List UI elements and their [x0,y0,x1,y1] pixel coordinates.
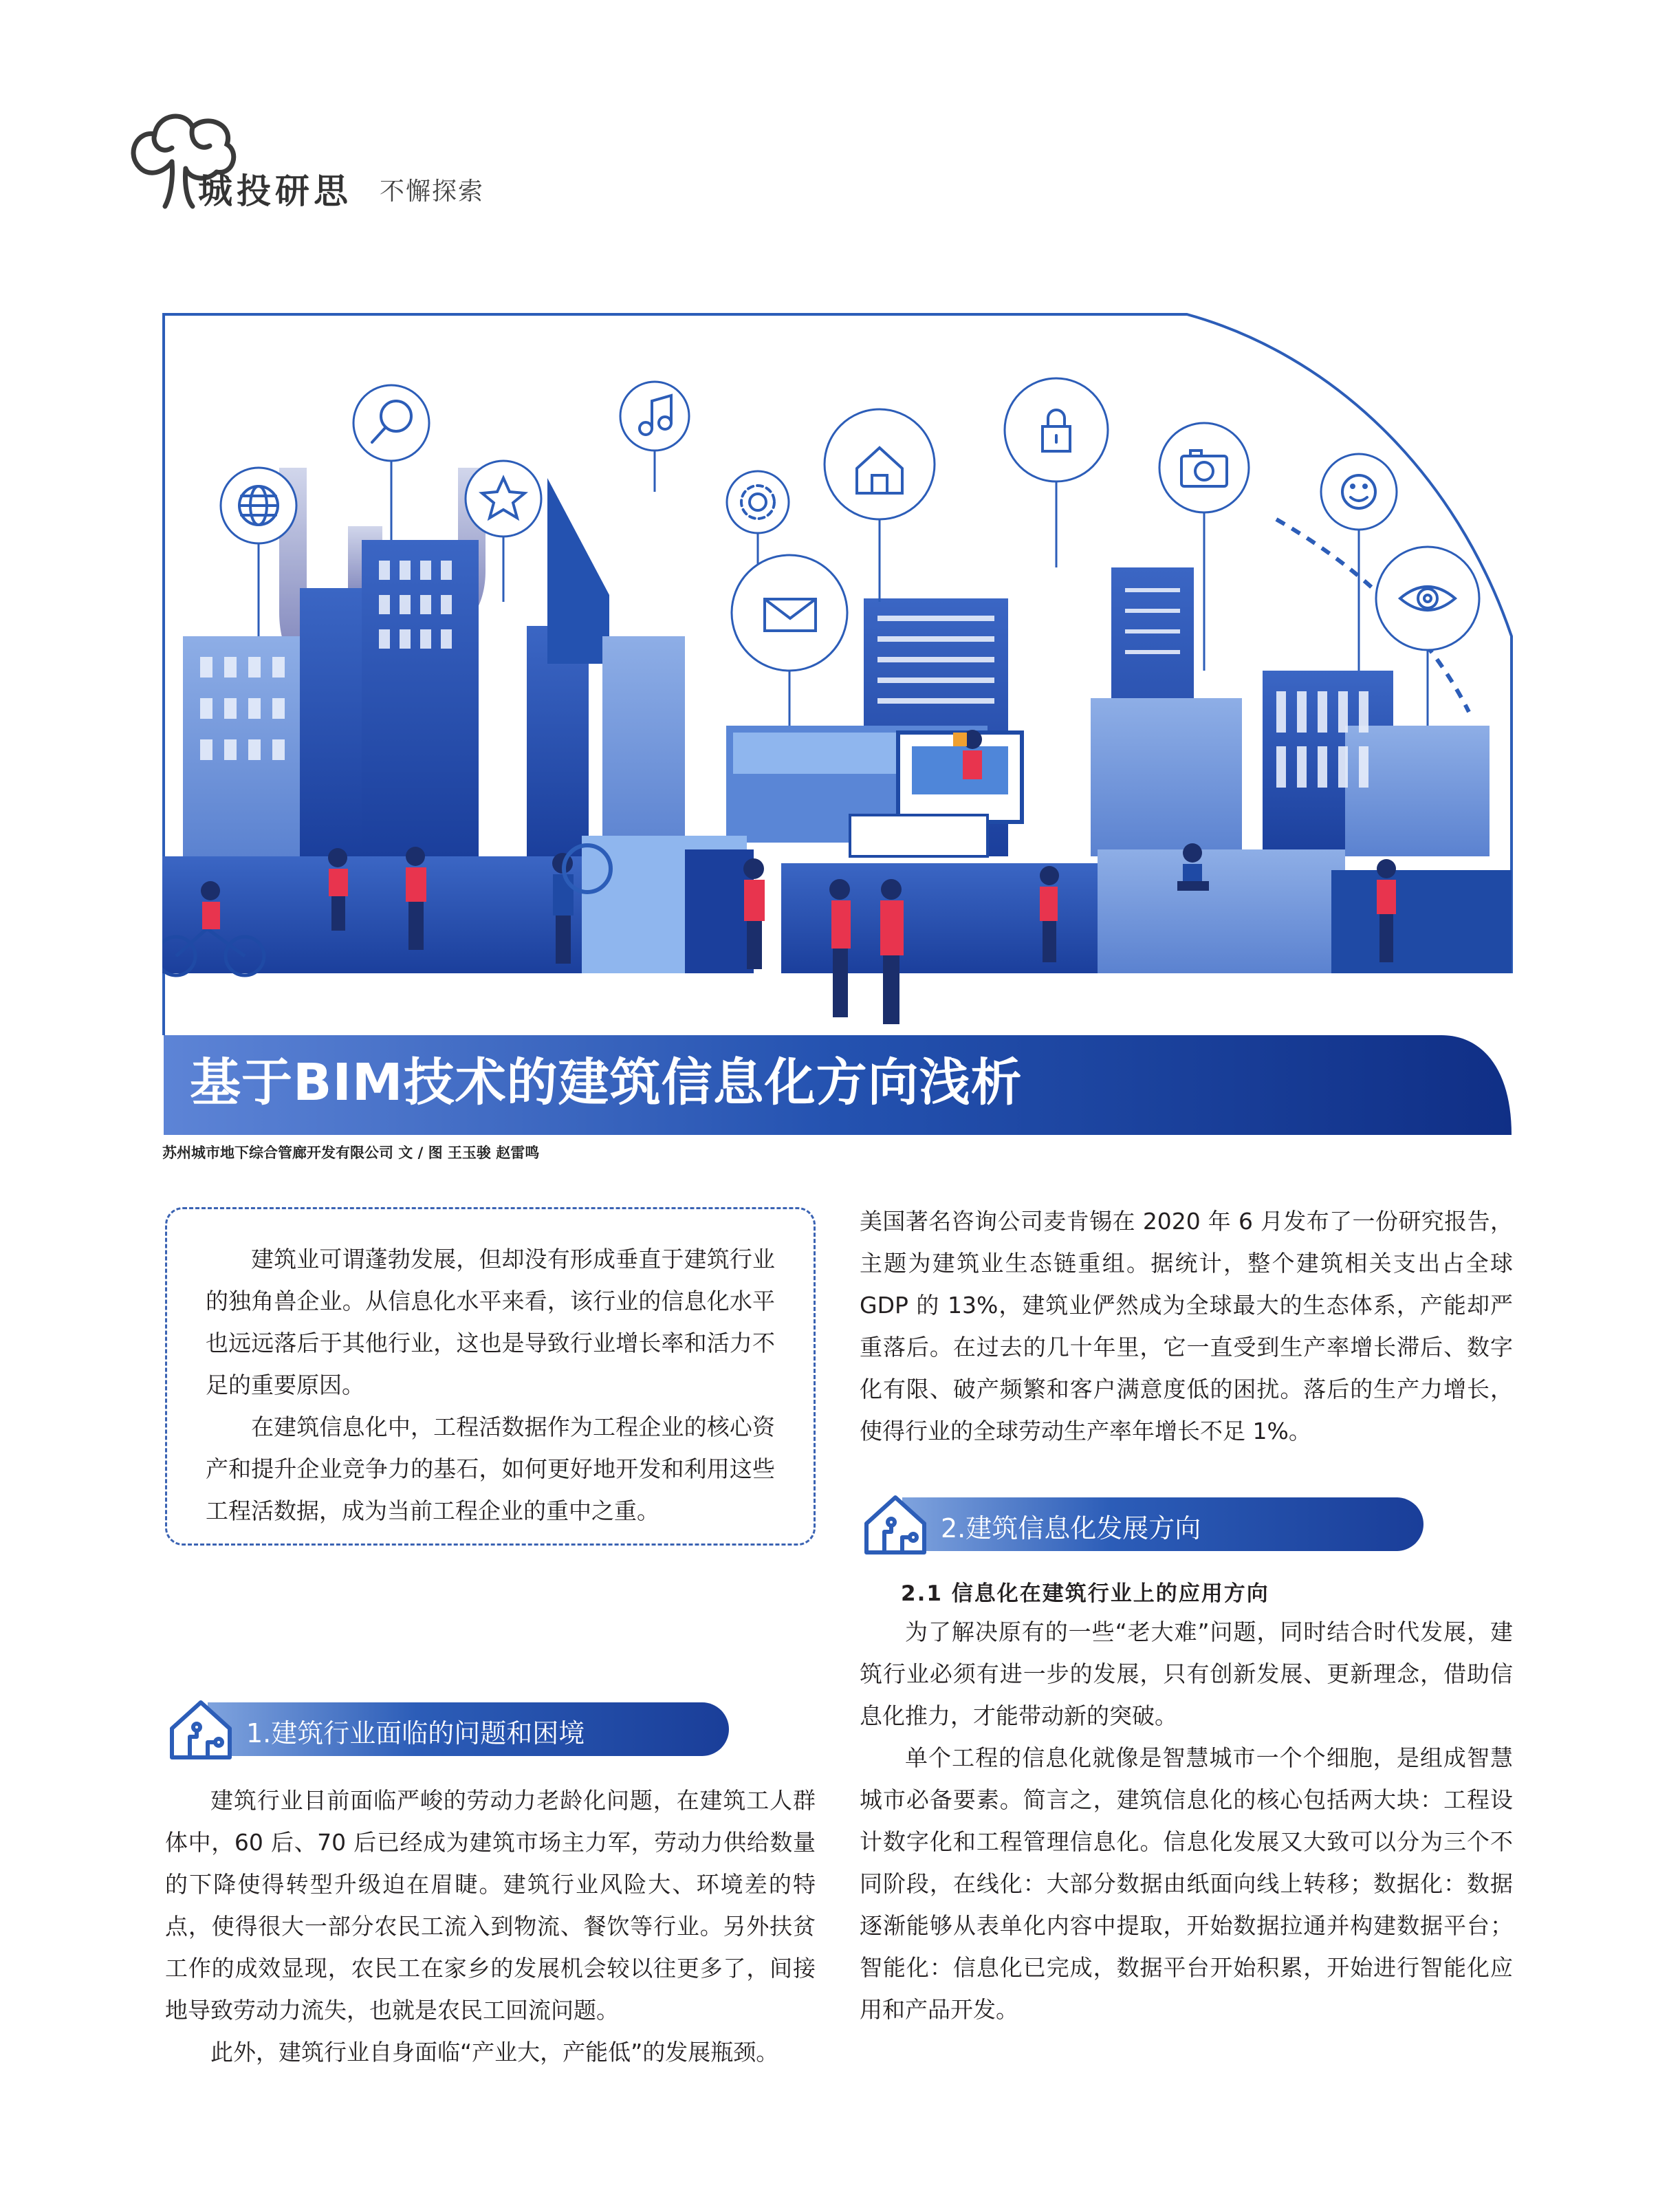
city-illustration [162,313,1513,1135]
abstract-box [165,1207,816,1546]
section-2-heading [860,1497,1423,1551]
subsection-2-1-title: 2.1 信息化在建筑行业上的应用方向 [901,1581,1269,1606]
section-1-heading [165,1702,729,1756]
brand-slogan: 不懈探索 [380,177,485,206]
article-title: 基于BIM技术的建筑信息化方向浅析 [190,1053,1023,1112]
left-column [165,1702,816,2073]
abstract-paragraph: 在建筑信息化中，工程活数据作为工程企业的核心资产和提升企业竞争力的基石，如何更好地开发和利用这些工程活数据，成为当前工程企业的重中之重。 [206,1413,775,1524]
house-circuit-icon [860,1489,937,1558]
section-1-title: 1.建筑行业面临的问题和困境 [246,1718,585,1748]
hero-illustration [162,313,1513,1135]
section-2-paragraph: 为了解决原有的一些“老大难”问题，同时结合时代发展，建筑行业必须有进一步的发展，只有创新发展、更新理念，借助信息化推力，才能带动新的突破。 [860,1618,1513,1729]
abstract-paragraph: 建筑业可谓蓬勃发展，但却没有形成垂直于建筑行业的独角兽企业。从信息化水平来看，该行业的信息化水平也远远落后于其他行业，这也是导致行业增长率和活力不足的重要原因。 [206,1246,775,1398]
section-1-paragraph: 此外，建筑行业自身面临“产业大，产能低”的发展瓶颈。 [210,2039,779,2066]
intro-paragraph: 美国著名咨询公司麦肯锡在 2020 年 6 月发布了一份研究报告，主题为建筑业生态链重组。据统计，整个建筑相关支出占全球 GDP 的 13%，建筑业俨然成为全球最大的生态体系，产能却严重落后。在过去的几十年里，它一直受到生产率增长滞后、数字化有限、破产频繁和客户满意度低的困扰。落后的生产力增长，使得行业的全球劳动生产率年增长不足 1%。 [860,1208,1513,1444]
section-2-paragraph: 单个工程的信息化就像是智慧城市一个个细胞，是组成智慧城市必备要素。简言之，建筑信息化的核心包括两大块：工程设计数字化和工程管理信息化。信息化发展又大致可以分为三个不同阶段，在线化：大部分数据由纸面向线上转移；数据化：数据逐渐能够从表单化内容中提取，开始数据拉通并构建数据平台；智能化：信息化已完成，数据平台开始积累，开始进行智能化应用和产品开发。 [860,1744,1513,2023]
section-2-title: 2.建筑信息化发展方向 [941,1513,1201,1543]
section-1-paragraph: 建筑行业目前面临严峻的劳动力老龄化问题，在建筑工人群体中，60 后、70 后已经成为建筑市场主力军，劳动力供给数量的下降使得转型升级迫在眉睫。建筑行业风险大、环境差的特点，使得很大一部分农民工流入到物流、餐饮等行业。另外扶贫工作的成效显现，农民工在家乡的发展机会较以往更多了，间接地导致劳动力流失，也就是农民工回流问题。 [165,1787,816,2024]
house-circuit-icon [165,1694,242,1763]
brand-name: 城投研思 [198,171,352,211]
right-column [860,1200,1513,2030]
author-credit: 苏州城市地下综合管廊开发有限公司 文 / 图 王玉骏 赵雷鸣 [162,1145,540,1161]
header-logo [124,103,509,220]
